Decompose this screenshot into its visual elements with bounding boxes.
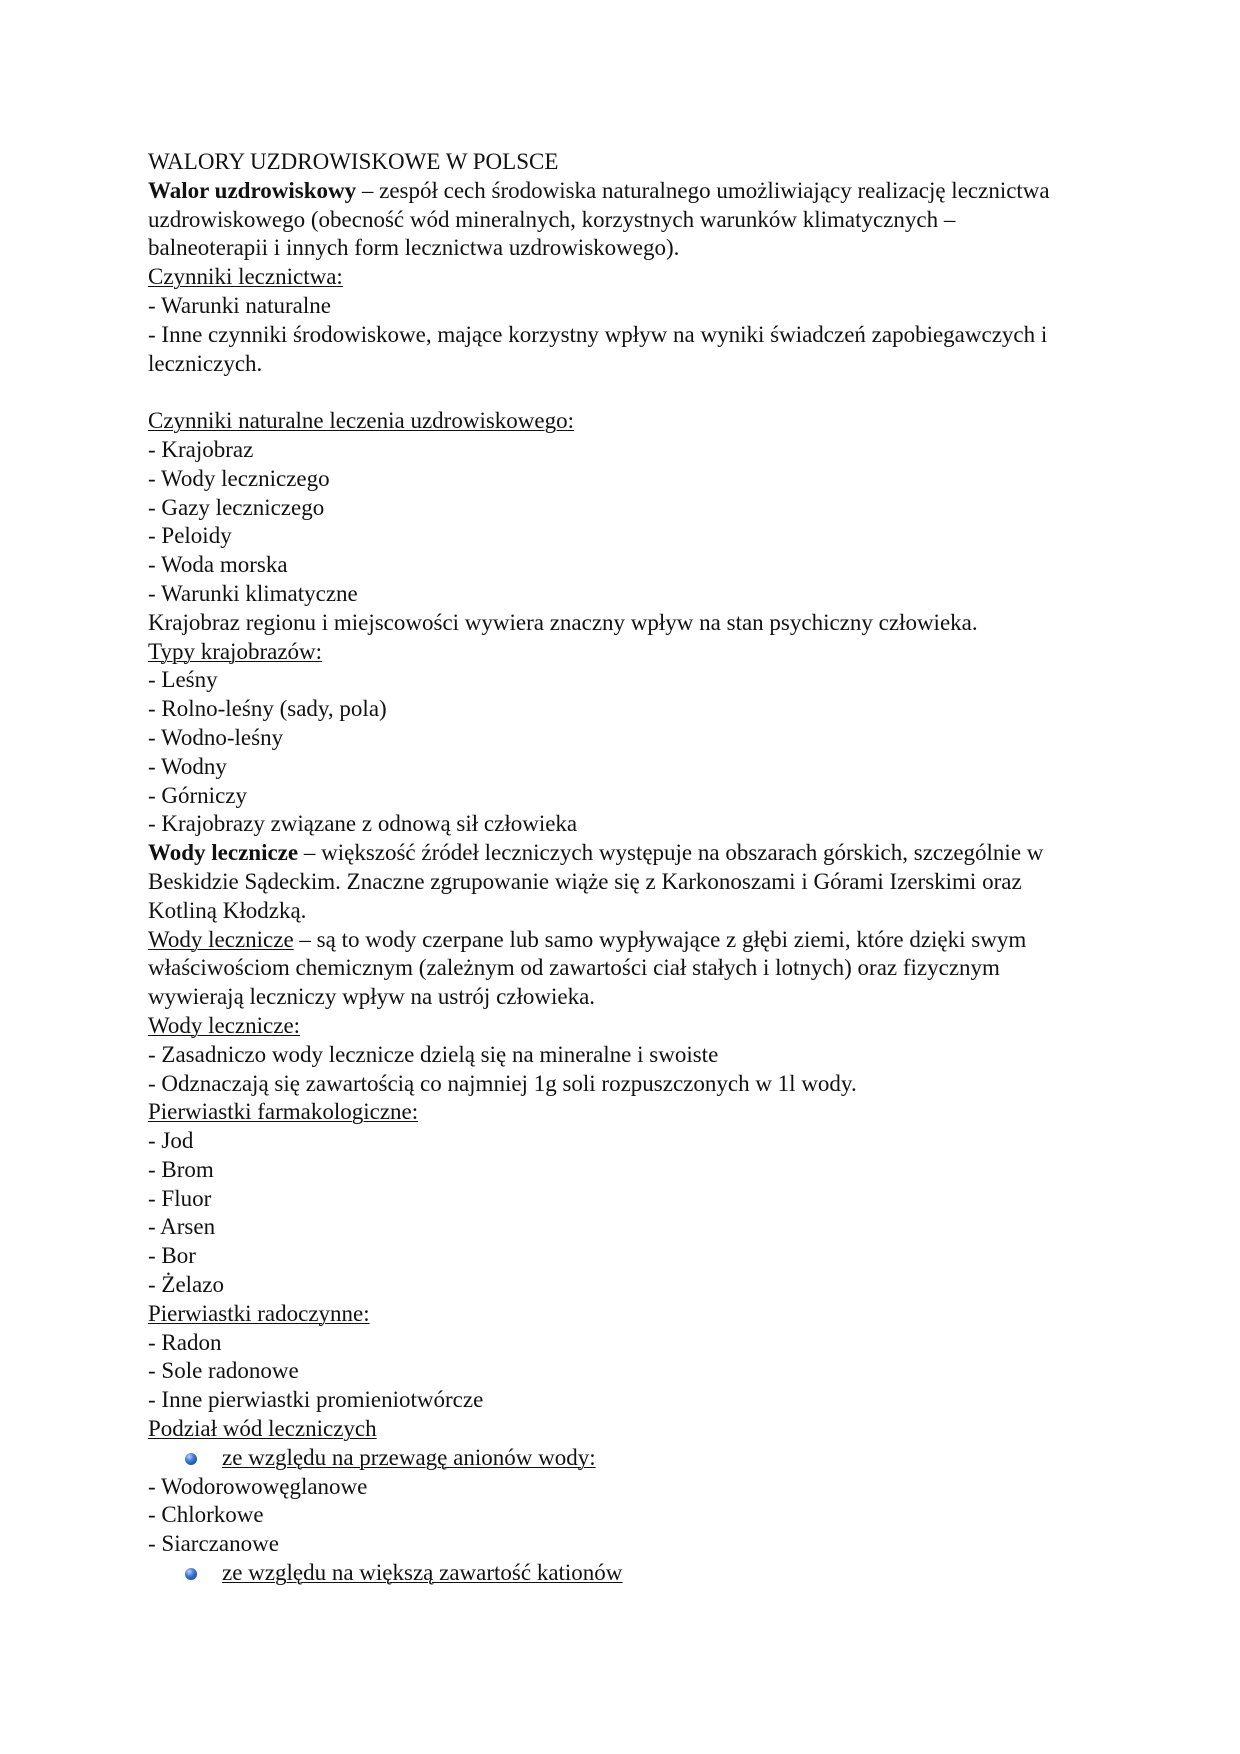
division-bullet-text: ze względu na przewagę anionów wody: (222, 1444, 596, 1470)
pharma-item: - Żelazo (148, 1272, 224, 1298)
waters-list-item: - Odznaczają się zawartością co najmniej 1g soli rozpuszczonych w 1l wody. (148, 1070, 857, 1096)
pharma-item: - Arsen (148, 1214, 216, 1240)
waters-list-item: - Zasadniczo wody lecznicze dzielą się na mineralne i swoiste (148, 1041, 719, 1067)
anion-item: - Wodorowowęglanowe (148, 1473, 368, 1499)
factors-item: - Inne czynniki środowiskowe, mające korzystny wpływ na wyniki świadczeń zapobiegawczych i leczniczych. (148, 321, 1048, 376)
waters-definition (148, 926, 1078, 1012)
document-title: WALORY UZDROWISKOWE W POLSCE (148, 149, 559, 174)
waters-paragraph (148, 839, 1078, 925)
division-bullet-cations (148, 1559, 1078, 1588)
natural-factors-heading: Czynniki naturalne leczenia uzdrowiskowego: (148, 408, 574, 434)
radio-item: - Radon (148, 1329, 222, 1355)
landscape-item: - Wodno-leśny (148, 724, 284, 750)
factors-heading: Czynniki lecznictwa: (148, 264, 343, 290)
intro-definition: – zespół cech środowiska naturalnego umożliwiający realizację lecznictwa uzdrowiskowego (obecność wód mineralnych, korzystnych warunków klimatycznych – balneoterapii i innych form lecznictwa uzdrowiskowego). (148, 177, 1050, 261)
landscape-item: - Krajobrazy związane z odnową sił człowieka (148, 811, 578, 837)
intro-paragraph (148, 177, 1078, 263)
landscape-note: Krajobraz regionu i miejscowości wywiera znaczny wpływ na stan psychiczny człowieka. (148, 609, 978, 635)
waters-def-text: – są to wody czerpane lub samo wypływające z głębi ziemi, które dzięki swym właściwościom chemicznym (zależnym od zawartości ciał stałych i lotnych) oraz fizycznym wywierają leczniczy wpływ na ustrój człowieka. (148, 926, 1027, 1010)
natural-factors-item: - Gazy leczniczego (148, 494, 325, 520)
waters-list-heading: Wody lecznicze: (148, 1012, 301, 1038)
pharma-item: - Brom (148, 1156, 214, 1182)
intro-term: Walor uzdrowiskowy (148, 177, 357, 203)
pharma-item: - Jod (148, 1128, 194, 1154)
natural-factors-item: - Warunki klimatyczne (148, 580, 358, 606)
natural-factors-item: - Peloidy (148, 523, 232, 549)
radio-heading: Pierwiastki radoczynne: (148, 1300, 370, 1326)
bullet-icon (185, 1453, 197, 1465)
division-bullet-text: ze względu na większą zawartość kationów (222, 1560, 623, 1586)
document-page (148, 148, 1078, 1588)
anion-item: - Siarczanowe (148, 1531, 279, 1557)
landscape-item: - Leśny (148, 667, 218, 693)
natural-factors-item: - Woda morska (148, 552, 288, 578)
factors-item: - Warunki naturalne (148, 292, 331, 318)
natural-factors-item: - Krajobraz (148, 436, 254, 462)
division-bullet-anions (148, 1444, 1078, 1473)
radio-item: - Inne pierwiastki promieniotwórcze (148, 1387, 484, 1413)
radio-item: - Sole radonowe (148, 1358, 299, 1384)
division-heading: Podział wód leczniczych (148, 1416, 377, 1442)
landscape-item: - Rolno-leśny (sady, pola) (148, 696, 387, 722)
blank-line (148, 378, 1078, 407)
waters-term: Wody lecznicze (148, 840, 299, 866)
bullet-icon (185, 1568, 197, 1580)
landscape-item: - Wodny (148, 753, 227, 779)
anion-item: - Chlorkowe (148, 1502, 264, 1528)
pharma-heading: Pierwiastki farmakologiczne: (148, 1099, 419, 1125)
waters-text: – większość źródeł leczniczych występuje na obszarach górskich, szczególnie w Beskidzie Sądeckim. Znaczne zgrupowanie wiąże się z Karkonoszami i Górami Izerskimi oraz Kotliną Kłodzką. (148, 840, 1044, 923)
landscapes-heading: Typy krajobrazów: (148, 638, 323, 664)
pharma-item: - Bor (148, 1243, 196, 1269)
waters-def-term: Wody lecznicze (148, 926, 294, 952)
pharma-item: - Fluor (148, 1185, 212, 1211)
landscape-item: - Górniczy (148, 782, 247, 808)
natural-factors-item: - Wody leczniczego (148, 465, 330, 491)
